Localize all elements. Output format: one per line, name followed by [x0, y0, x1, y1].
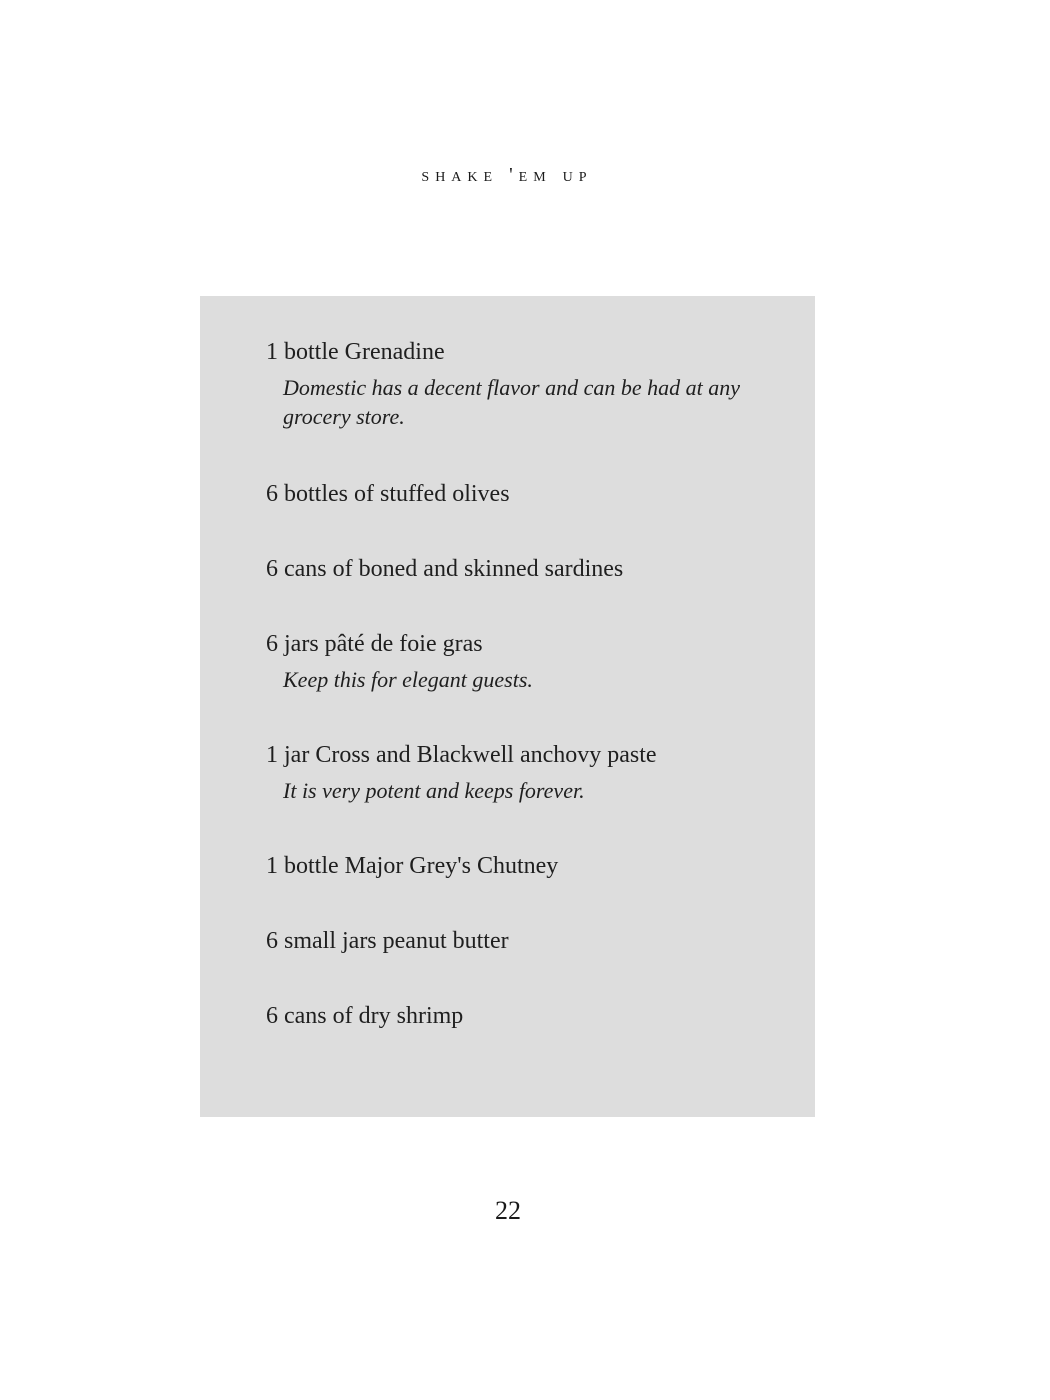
item-note: Keep this for elegant guests.: [283, 667, 533, 692]
list-item: [266, 850, 786, 882]
item-title: 6 jars pâté de foie gras: [266, 631, 483, 657]
item-title: 6 cans of boned and skinned sardines: [266, 556, 624, 582]
pantry-list-box: [200, 296, 815, 1117]
list-item: [266, 1000, 786, 1032]
item-note: Domestic has a decent flavor and can be had at any grocery store.: [283, 375, 741, 429]
list-item: [266, 925, 786, 957]
list-item: [266, 739, 786, 805]
item-title: 1 jar Cross and Blackwell anchovy paste: [266, 742, 657, 768]
item-note: It is very potent and keeps forever.: [283, 778, 585, 803]
list-item: [266, 553, 786, 585]
item-title: 6 cans of dry shrimp: [266, 1003, 464, 1029]
item-title: 6 small jars peanut butter: [266, 928, 509, 954]
item-title: 1 bottle Major Grey's Chutney: [266, 853, 559, 879]
item-title: 1 bottle Grenadine: [266, 339, 445, 365]
list-item: [266, 478, 786, 510]
running-head: shake 'em up: [421, 164, 593, 186]
page-number: 22: [495, 1196, 521, 1225]
item-title: 6 bottles of stuffed olives: [266, 481, 510, 507]
list-item: [266, 628, 786, 694]
list-item: [266, 336, 786, 431]
